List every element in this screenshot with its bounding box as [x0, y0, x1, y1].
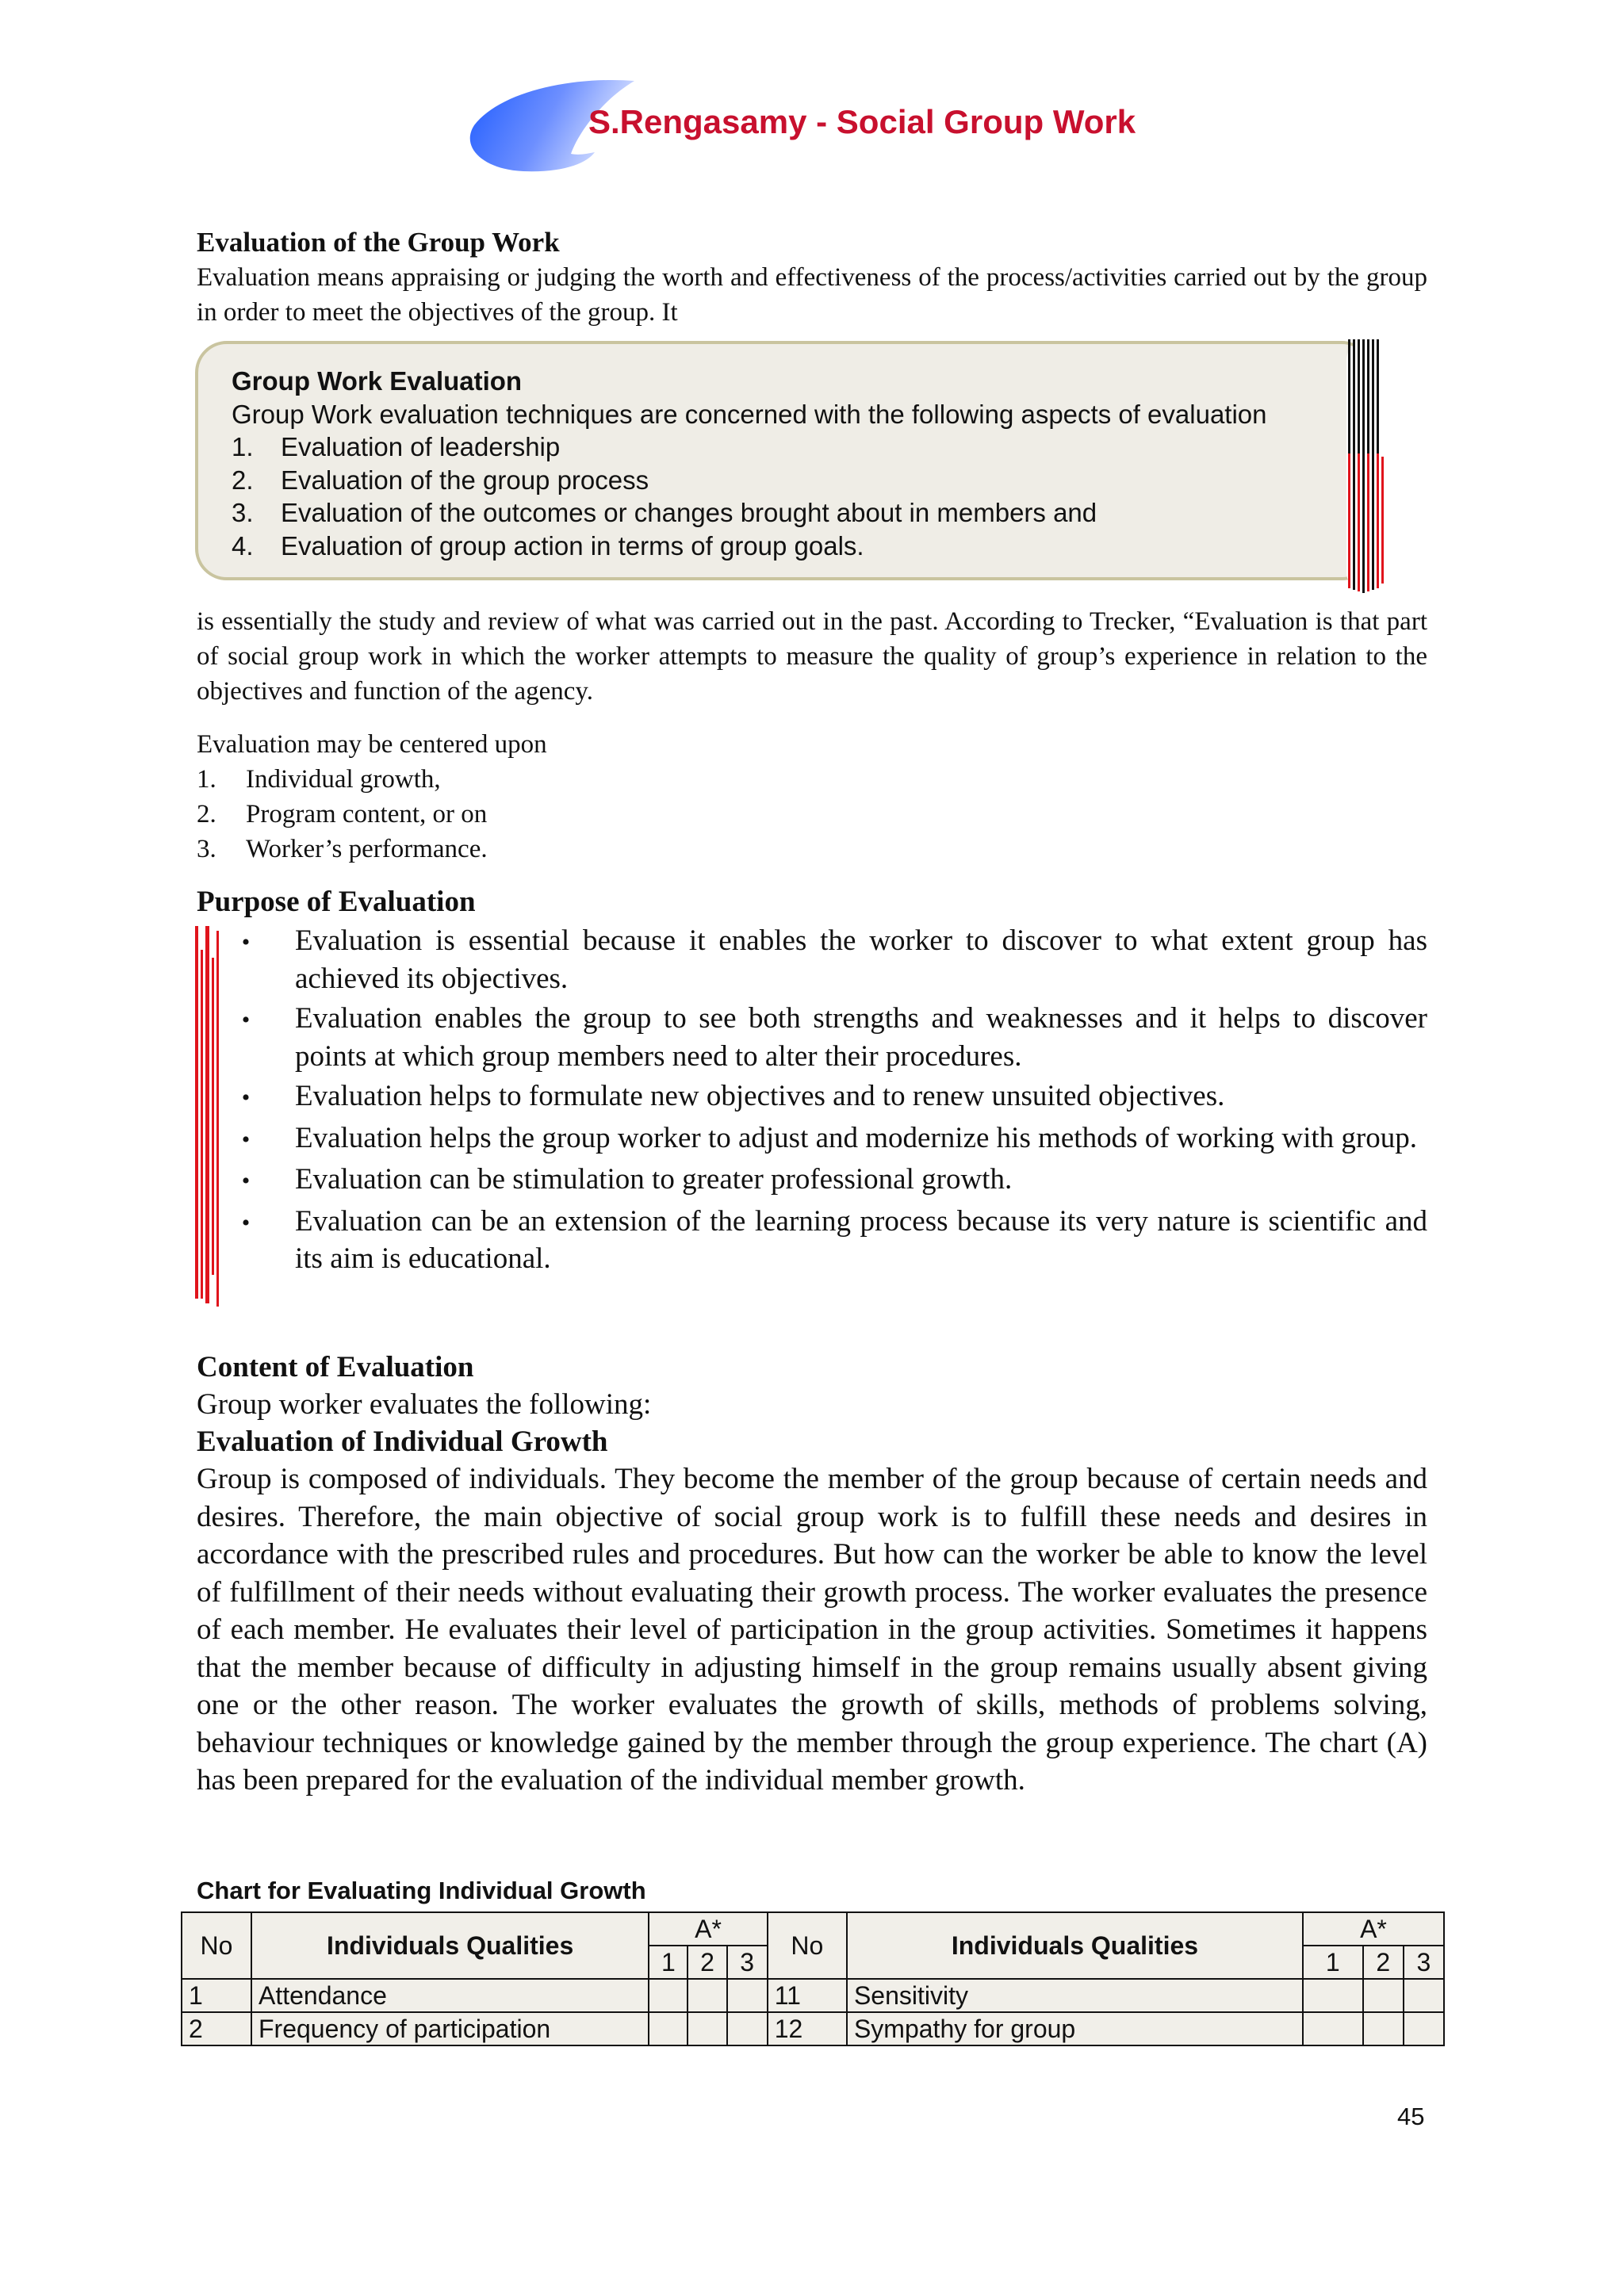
score-header: 2	[688, 1946, 726, 1979]
page-header	[468, 76, 1182, 179]
bullet-item: • Evaluation can be an extension of the learning process because its very nature is scientific and its aim is educational.	[197, 1203, 1427, 1278]
growth-title: Evaluation of Individual Growth	[197, 1425, 608, 1458]
decorative-red-bars	[195, 926, 222, 1307]
table-row	[182, 1979, 1444, 2012]
score-header: 3	[1404, 1946, 1444, 1979]
row-quality: Sympathy for group	[847, 2012, 1303, 2045]
evaluation-section	[197, 225, 1427, 330]
group-work-evaluation-callout	[195, 341, 1373, 580]
centered-intro: Evaluation may be centered upon	[197, 730, 547, 759]
row-quality: Frequency of participation	[251, 2012, 649, 2045]
page-number: 45	[1397, 2103, 1425, 2130]
callout-list	[232, 430, 1358, 562]
centered-list	[197, 762, 1427, 867]
header-a: A*	[1303, 1912, 1444, 1946]
row-no: 1	[182, 1979, 251, 2012]
purpose-title: Purpose of Evaluation	[197, 886, 476, 918]
content-section	[197, 1349, 1427, 1800]
bullet-icon: •	[241, 1209, 251, 1236]
score-cell[interactable]	[1363, 2012, 1404, 2045]
chart-caption: Chart for Evaluating Individual Growth	[197, 1877, 646, 1904]
table-header-row	[182, 1912, 1444, 1946]
header-title: S.Rengasamy - Social Group Work	[588, 103, 1136, 140]
trecker-definition: is essentially the study and review of what was carried out in the past. According to Trecker, “Evaluation is that part of social group work in which the worker attempts to measure the quality of group’s experience in relation to the objectives and function of the agency.	[197, 607, 1427, 706]
evaluation-heading: Evaluation of the Group Work	[197, 227, 560, 258]
bullet-item: • Evaluation enables the group to see both strengths and weaknesses and it helps to discover points at which group members need to alter their procedures.	[197, 1000, 1427, 1075]
row-no: 2	[182, 2012, 251, 2045]
individual-growth-table	[181, 1911, 1445, 2046]
bullet-icon: •	[241, 929, 251, 955]
score-cell[interactable]	[1363, 1979, 1404, 2012]
bullet-icon: •	[241, 1168, 251, 1194]
header-a: A*	[649, 1912, 767, 1946]
score-header: 1	[1303, 1946, 1363, 1979]
score-cell[interactable]	[727, 2012, 768, 2045]
score-cell[interactable]	[1303, 1979, 1363, 2012]
content-subtitle: Group worker evaluates the following:	[197, 1388, 652, 1421]
list-item: 3. Worker’s performance.	[197, 835, 488, 863]
evaluation-continuation	[197, 604, 1427, 709]
list-item: 2. Program content, or on	[197, 800, 488, 828]
bullet-item: • Evaluation is essential because it enables the worker to discover to what extent group has achieved its objectives.	[197, 922, 1427, 997]
content-title: Content of Evaluation	[197, 1351, 474, 1383]
score-cell[interactable]	[727, 1979, 768, 2012]
purpose-section	[197, 884, 1427, 1280]
row-no: 12	[768, 2012, 847, 2045]
table-row	[182, 2012, 1444, 2045]
score-cell[interactable]	[1404, 2012, 1444, 2045]
header-qualities: Individuals Qualities	[251, 1912, 649, 1979]
row-quality: Attendance	[251, 1979, 649, 2012]
score-cell[interactable]	[688, 1979, 726, 2012]
bullet-icon: •	[241, 1126, 251, 1153]
header-no: No	[768, 1912, 847, 1979]
bullet-item: • Evaluation helps the group worker to adjust and modernize his methods of working with group.	[197, 1119, 1427, 1159]
callout-intro: Group Work evaluation techniques are concerned with the following aspects of evaluation	[232, 399, 1267, 429]
evaluation-intro: Evaluation means appraising or judging the worth and effectiveness of the process/activities carried out by the group in order to meet the objectives of the group. It	[197, 263, 1427, 327]
callout-item: 1. Evaluation of leadership	[232, 432, 561, 461]
score-header: 1	[649, 1946, 688, 1979]
callout-item: 4. Evaluation of group action in terms of group goals.	[232, 530, 864, 561]
purpose-bullets	[197, 922, 1427, 1278]
decorative-stripes	[1345, 338, 1386, 595]
list-item: 1. Individual growth,	[197, 765, 441, 794]
score-cell[interactable]	[1303, 2012, 1363, 2045]
header-no: No	[182, 1912, 251, 1979]
score-header: 2	[1363, 1946, 1404, 1979]
callout-item: 3. Evaluation of the outcomes or changes brought about in members and	[232, 498, 1097, 527]
bullet-icon: •	[241, 1085, 251, 1111]
score-header: 3	[727, 1946, 768, 1979]
score-cell[interactable]	[649, 2012, 688, 2045]
callout-title: Group Work Evaluation	[232, 366, 523, 396]
bullet-icon: •	[241, 1007, 251, 1033]
bullet-item: • Evaluation helps to formulate new objectives and to renew unsuited objectives.	[197, 1077, 1427, 1117]
growth-paragraph: Group is composed of individuals. They become the member of the group because of certain needs and desires. Therefore, the main objective of social group work is to fulfill these needs and desires in accordance with the prescribed rules and procedures. But how can the worker be able to know the level of fulfillment of their needs without evaluating their growth process. The worker evaluates the presence of each member. He evaluates their level of participation in the group activities. Sometimes it happens that the member because of difficulty in adjusting himself in the group remains usually absent giving one or the other reason. The worker evaluates the growth of skills, methods of problems solving, behaviour techniques or knowledge gained by the member through the group experience. The chart (A) has been prepared for the evaluation of the individual member growth.	[197, 1463, 1427, 1797]
score-cell[interactable]	[649, 1979, 688, 2012]
row-no: 11	[768, 1979, 847, 2012]
callout-item: 2. Evaluation of the group process	[232, 465, 649, 495]
row-quality: Sensitivity	[847, 1979, 1303, 2012]
bullet-item: • Evaluation can be stimulation to greater professional growth.	[197, 1161, 1427, 1200]
score-cell[interactable]	[1404, 1979, 1444, 2012]
header-qualities: Individuals Qualities	[847, 1912, 1303, 1979]
centered-section	[197, 727, 1427, 867]
score-cell[interactable]	[688, 2012, 726, 2045]
